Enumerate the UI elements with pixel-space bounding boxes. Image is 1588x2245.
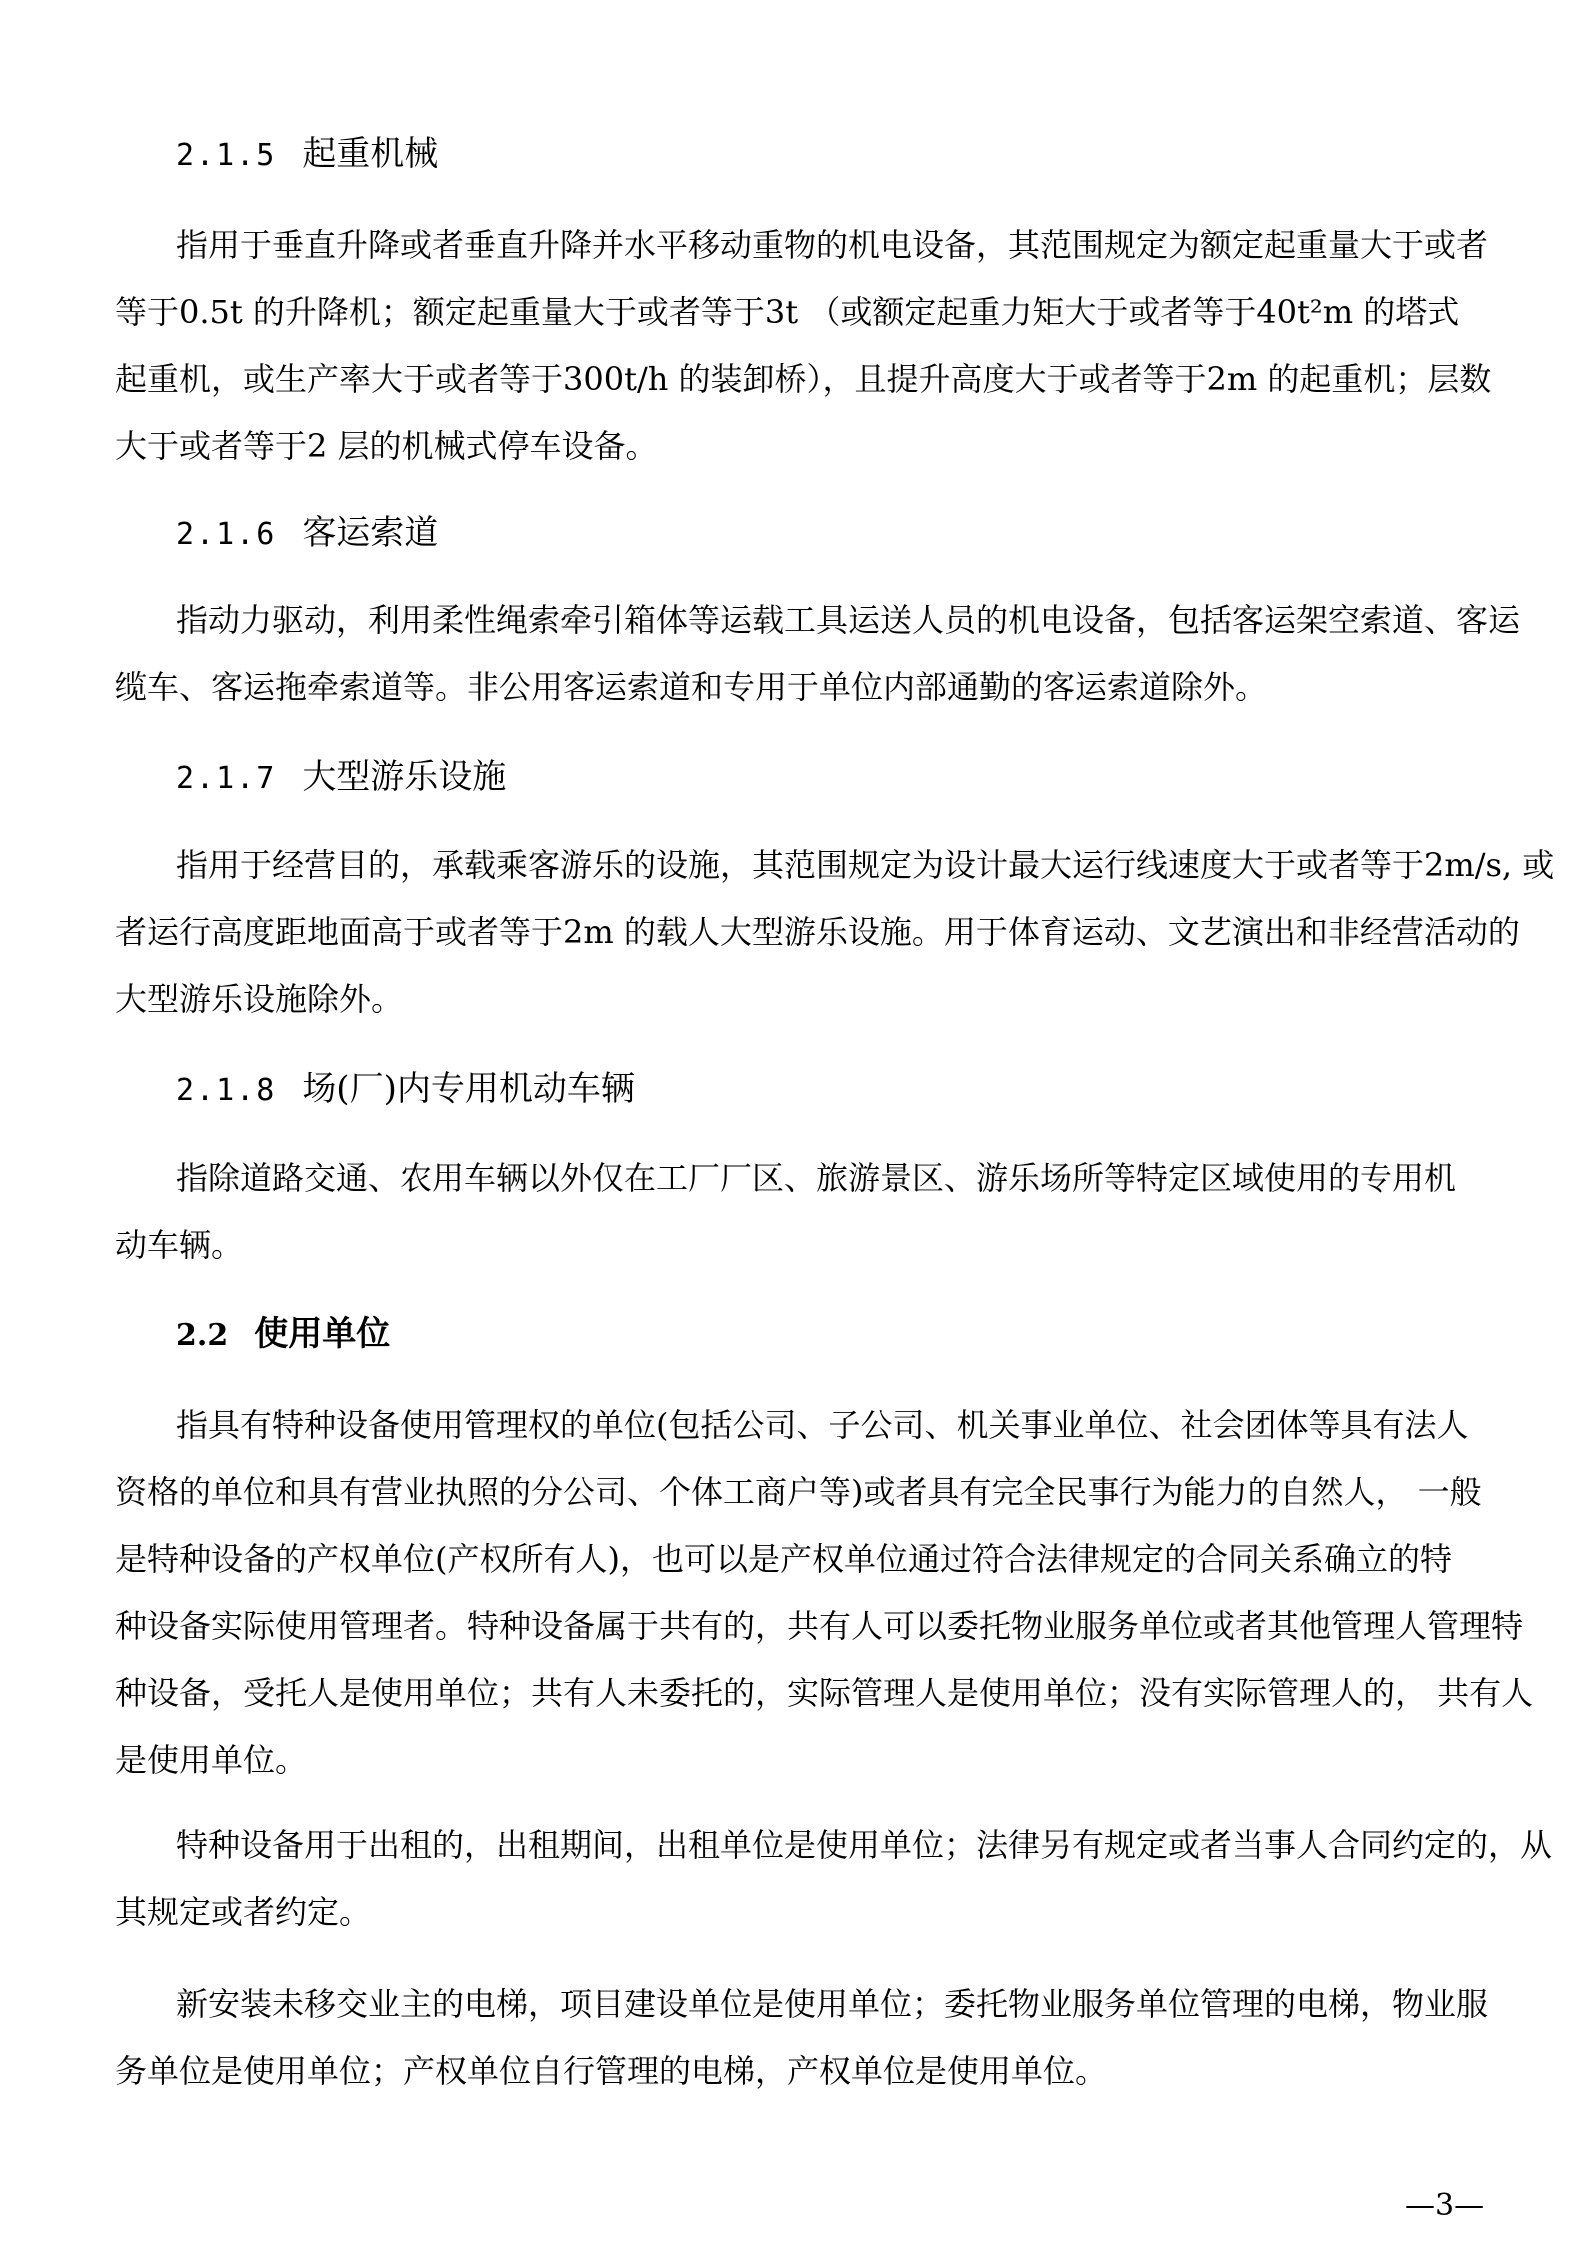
section-title: 大型游乐设施 bbox=[302, 757, 507, 797]
section-heading bbox=[176, 132, 438, 178]
paragraph bbox=[115, 1392, 1534, 1794]
text-line: 新安装未移交业主的电梯，项目建设单位是使用单位；委托物业服务单位管理的电梯，物业服 bbox=[176, 1985, 1489, 2023]
section-number: 2.1.8 bbox=[176, 1073, 277, 1108]
section-heading bbox=[176, 1067, 635, 1113]
text-line: 起重机，或生产率大于或者等于300t/h 的装卸桥），且提升高度大于或者等于2m 的起重机；层数 bbox=[115, 360, 1492, 398]
paragraph bbox=[115, 212, 1490, 480]
section-heading bbox=[176, 511, 438, 557]
paragraph bbox=[115, 1812, 1553, 1946]
section-title: 客运索道 bbox=[302, 513, 439, 553]
section-title: 起重机械 bbox=[302, 134, 439, 174]
text-line: 指具有特种设备使用管理权的单位(包括公司、子公司、机关事业单位、社会团体等具有法人 bbox=[176, 1406, 1469, 1444]
text-line: 务单位是使用单位；产权单位自行管理的电梯，产权单位是使用单位。 bbox=[115, 2052, 1108, 2090]
text-line: 种设备实际使用管理者。特种设备属于共有的，共有人可以委托物业服务单位或者其他管理人管理特 bbox=[115, 1607, 1524, 1645]
text-line: 指除道路交通、农用车辆以外仅在工厂厂区、旅游景区、游乐场所等特定区域使用的专用机 bbox=[176, 1159, 1457, 1197]
section-title: 场(厂)内专用机动车辆 bbox=[302, 1069, 635, 1109]
section-number: 2.2 bbox=[176, 1318, 229, 1353]
section-title: 使用单位 bbox=[254, 1314, 391, 1354]
text-line: 者运行高度距地面高于或者等于2m 的载人大型游乐设施。用于体育运动、文艺演出和非经营活动的 bbox=[115, 913, 1520, 951]
section-heading bbox=[176, 755, 506, 801]
paragraph bbox=[115, 587, 1521, 721]
text-line: 种设备，受托人是使用单位；共有人未委托的，实际管理人是使用单位；没有实际管理人的， 共有人 bbox=[115, 1674, 1534, 1712]
text-line: 指用于经营目的，承载乘客游乐的设施，其范围规定为设计最大运行线速度大于或者等于2m/s, 或 bbox=[176, 846, 1555, 884]
text-line: 特种设备用于出租的，出租期间，出租单位是使用单位；法律另有规定或者当事人合同约定的，从 bbox=[176, 1826, 1553, 1864]
section-number: 2.1.6 bbox=[176, 517, 277, 552]
section-heading bbox=[176, 1312, 390, 1358]
text-line: 指动力驱动，利用柔性绳索牵引箱体等运载工具运送人员的机电设备，包括客运架空索道、客运 bbox=[176, 601, 1521, 639]
text-line: 大于或者等于2 层的机械式停车设备。 bbox=[115, 427, 658, 465]
text-line: 缆车、客运拖牵索道等。非公用客运索道和专用于单位内部通勤的客运索道除外。 bbox=[115, 668, 1268, 706]
text-line: 大型游乐设施除外。 bbox=[115, 980, 404, 1018]
text-line: 是特种设备的产权单位(产权所有人)，也可以是产权单位通过符合法律规定的合同关系确立的特 bbox=[115, 1540, 1452, 1578]
text-line: 等于0.5t 的升降机；额定起重量大于或者等于3t （或额定起重力矩大于或者等于40t²m 的塔式 bbox=[115, 293, 1460, 331]
text-line: 指用于垂直升降或者垂直升降并水平移动重物的机电设备，其范围规定为额定起重量大于或者 bbox=[176, 226, 1489, 264]
page-number: —3— bbox=[1405, 2188, 1485, 2223]
section-number: 2.1.5 bbox=[176, 138, 277, 173]
text-line: 资格的单位和具有营业执照的分公司、个体工商户等)或者具有完全民事行为能力的自然人， 一般 bbox=[115, 1473, 1482, 1511]
paragraph bbox=[115, 832, 1555, 1033]
text-line: 其规定或者约定。 bbox=[115, 1893, 372, 1931]
section-number: 2.1.7 bbox=[176, 761, 277, 796]
paragraph bbox=[115, 1145, 1490, 1279]
text-line: 是使用单位。 bbox=[115, 1741, 308, 1779]
paragraph bbox=[115, 1971, 1490, 2105]
text-line: 动车辆。 bbox=[115, 1226, 244, 1264]
